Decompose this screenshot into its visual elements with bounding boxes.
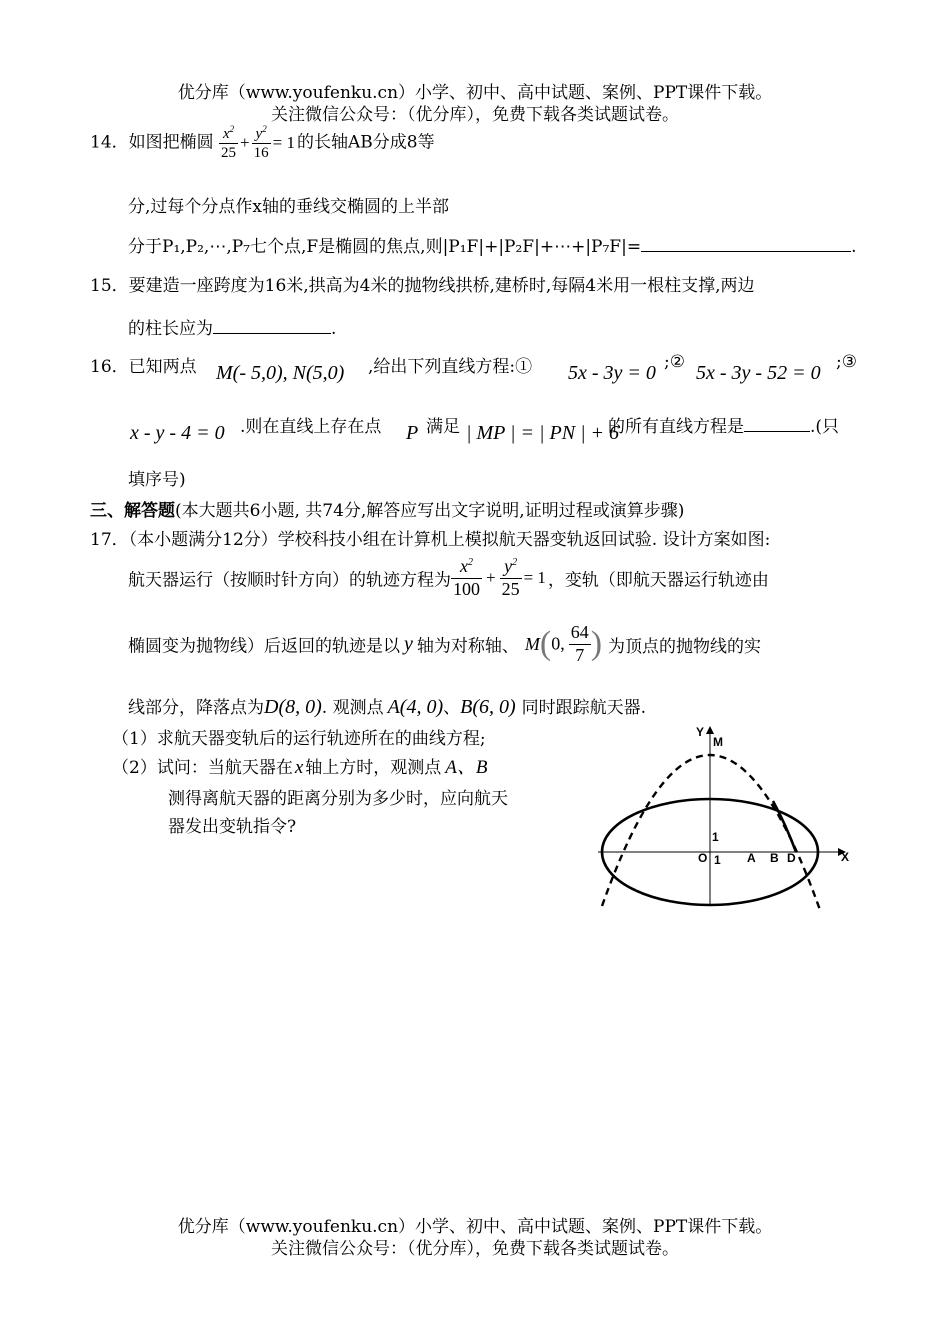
header-line-1: 优分库（www.youfenku.cn）小学、初中、高中试题、案例、PPT课件下载。: [177, 83, 773, 103]
y-unit-label: 1: [712, 830, 719, 844]
origin-label: O: [698, 851, 708, 865]
marker-3: ;③: [836, 352, 857, 372]
fraction-y2-16: $\frac{y^2}{16}$: [253, 124, 269, 161]
question-15-line-1: 15．要建造一座跨度为16米,拱高为4米的抛物线拱桥,建桥时,每隔4米用一根柱支撑,两边: [90, 276, 755, 296]
question-16-text-a: .则在直线上存在点: [240, 417, 382, 437]
section-3-heading: 三、解答题(本大题共6小题, 共74分,解答应写出文字说明,证明过程或演算步骤): [90, 501, 685, 521]
fraction-x2-100: $\frac{x^2}{100}$: [453, 556, 480, 599]
question-14-line-2: 分,过每个分点作x轴的垂线交椭圆的上半部: [128, 197, 449, 217]
y-axis-arrow: [706, 726, 714, 734]
answer-blank[interactable]: [641, 237, 851, 252]
fraction-64-7: $\frac{64}{7}$: [570, 622, 589, 665]
equation-1: 5x - 3y = 0: [568, 362, 656, 384]
point-p: P: [406, 422, 419, 444]
equation-2: 5x - 3y - 52 = 0: [696, 362, 821, 384]
header-line-2: 关注微信公众号：（优分库），免费下载各类试题试卷。: [271, 105, 679, 125]
question-14-line-1: 14．如图把椭圆 $\frac{x^2}{25}$ + $\frac{y^2}{16}$ = 1 的长轴AB分成8等: [90, 124, 435, 161]
point-a-label: A: [747, 851, 756, 865]
question-17-line-1: 17．（本小题满分12分）学校科技小组在计算机上模拟航天器变轨返回试验. 设计方案如图:: [90, 530, 771, 550]
marker-2: ;②: [664, 352, 685, 372]
answer-blank[interactable]: [213, 319, 331, 334]
footer-line-1: 优分库（www.youfenku.cn）小学、初中、高中试题、案例、PPT课件下载。: [177, 1217, 773, 1237]
sub-question-1: （1）求航天器变轨后的运行轨迹所在的曲线方程;: [112, 729, 486, 749]
question-number: 14．: [90, 132, 129, 153]
question-16-line-3: 填序号): [128, 470, 186, 490]
ellipse-parabola-figure: [590, 722, 860, 914]
points-m-n: M(- 5,0), N(5,0): [216, 362, 345, 384]
question-16-intro: ,给出下列直线方程:①: [368, 357, 533, 377]
equation-3: x - y - 4 = 0: [130, 422, 225, 444]
footer-line-2: 关注微信公众号：（优分库），免费下载各类试题试卷。: [271, 1239, 679, 1259]
question-16-text-c: 的所有直线方程是 .(只: [608, 417, 840, 437]
fraction-y2-25: $\frac{y^2}{25}$: [501, 556, 520, 599]
question-16-text-b: 满足: [426, 417, 460, 437]
y-axis-label: Y: [696, 725, 705, 739]
fraction-x2-25: $\frac{x^2}{25}$: [221, 124, 237, 161]
question-16-line-1: 16．已知两点: [90, 357, 197, 377]
distance-condition: | MP | = | PN | + 6: [466, 422, 620, 444]
point-d-label: D: [787, 851, 796, 865]
question-14-line-3: 分于P₁,P₂,⋯,P₇七个点,F是椭圆的焦点,则|P₁F|+|P₂F|+⋯+|P₇F|= .: [128, 237, 857, 257]
sub-question-2-line-2: 测得离航天器的距离分别为多少时，应向航天: [168, 789, 508, 809]
parabola-real-part: [773, 801, 796, 852]
question-17-line-3: 椭圆变为抛物线）后返回的轨迹是以 y 轴为对称轴、 M(0, $\frac{64}{7}$ ) 为顶点的抛物线的实: [128, 622, 762, 665]
vertex-m-label: M: [713, 735, 723, 749]
question-17-line-2: 航天器运行（按顺时针方向）的轨迹方程为 $\frac{x^2}{100}$ + $\frac{y^2}{25}$ = 1 ，变轨（即航天器运行轨迹由: [128, 556, 769, 599]
point-b-label: B: [770, 851, 779, 865]
sub-question-2-line-3: 器发出变轨指令?: [168, 817, 297, 837]
question-15-line-2: 的柱长应为 .: [128, 319, 337, 339]
question-17-line-4: 线部分，降落点为D(8, 0). 观测点 A(4, 0)、B(6, 0) 同时跟踪航天器.: [128, 696, 647, 718]
x-unit-label: 1: [714, 853, 721, 867]
sub-question-2: （2）试问：当航天器在 x 轴上方时，观测点 A、B: [112, 757, 488, 778]
answer-blank[interactable]: [744, 417, 810, 432]
x-axis-label: X: [841, 850, 850, 864]
